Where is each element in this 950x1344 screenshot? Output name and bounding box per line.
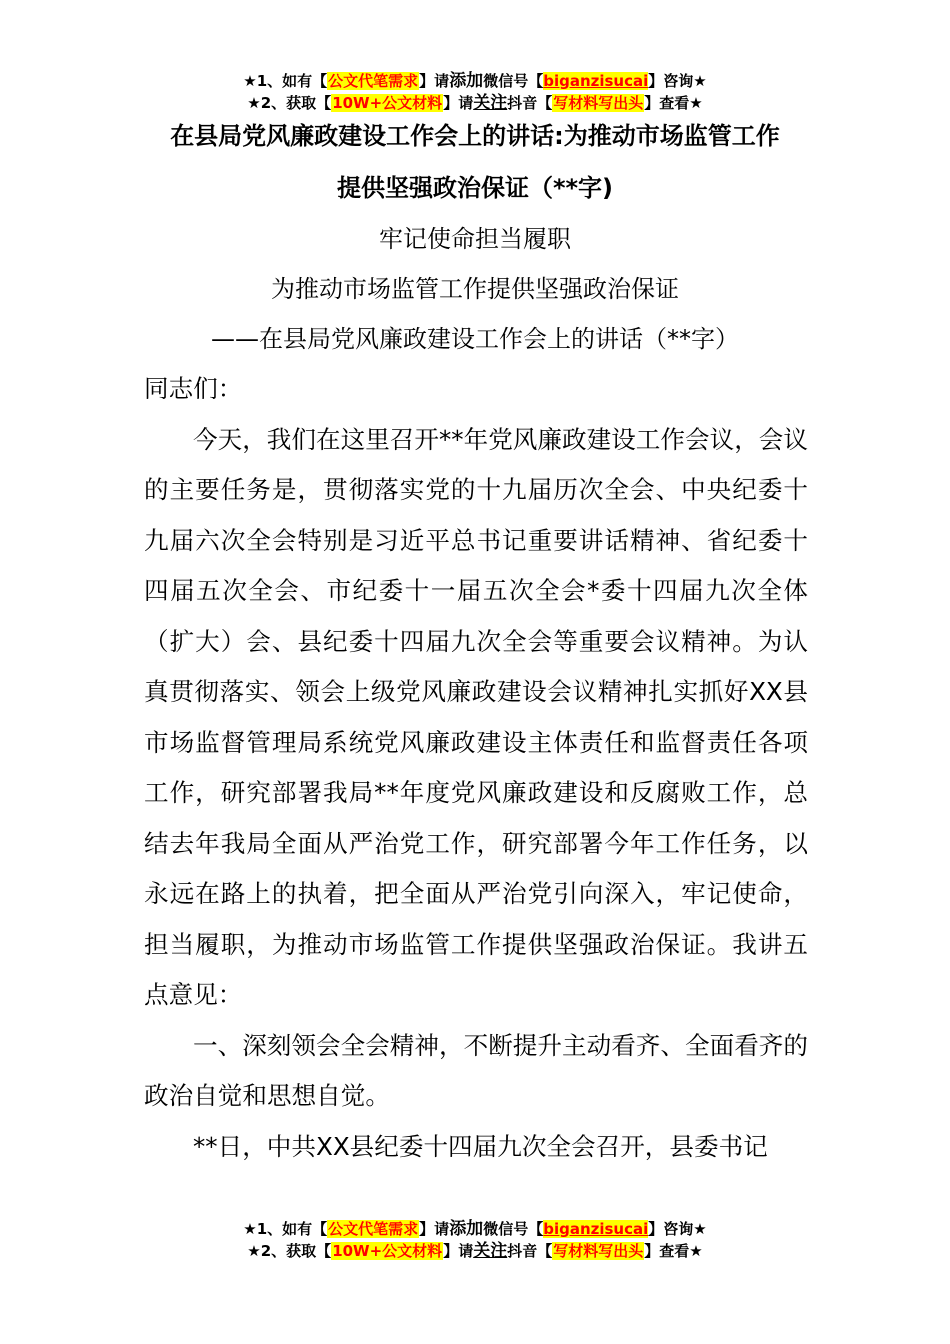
doc-subtitle-3: ——在县局党风廉政建设工作会上的讲话（**字） xyxy=(211,325,739,353)
banner-highlight: 10W+公文材料 xyxy=(332,94,443,112)
section-heading: 一、深刻领会全会精神，不断提升主动看齐、全面看齐的政治自觉和思想自觉。 xyxy=(144,1030,808,1110)
wechat-id: biganzisucai xyxy=(543,1220,649,1238)
banner-line-1: ★1、如有【公文代笔需求】请添加微信号【biganzisucai】咨询★ xyxy=(243,71,707,91)
doc-body xyxy=(144,364,808,1172)
salutation: 同志们： xyxy=(144,374,243,403)
banner-line-2: ★2、获取【10W+公文材料】请关注抖音【写材料写出头】查看★ xyxy=(247,1241,703,1261)
doc-title-line-2: 提供坚强政治保证（**字) xyxy=(336,174,614,202)
doc-subtitle-2: 为推动市场监管工作提供坚强政治保证 xyxy=(271,275,679,303)
banner-highlight: 10W+公文材料 xyxy=(332,1242,443,1260)
banner-highlight: 公文代笔需求 xyxy=(328,1220,419,1238)
wechat-id: biganzisucai xyxy=(543,72,649,90)
top-banner xyxy=(0,70,950,114)
doc-subtitle-1: 牢记使命担当履职 xyxy=(379,225,571,253)
banner-highlight: 写材料写出头 xyxy=(553,94,644,112)
banner-highlight: 公文代笔需求 xyxy=(328,72,419,90)
banner-highlight: 写材料写出头 xyxy=(553,1242,644,1260)
doc-title-line-1: 在县局党风廉政建设工作会上的讲话:为推动市场监管工作 xyxy=(170,122,780,150)
banner-line-1: ★1、如有【公文代笔需求】请添加微信号【biganzisucai】咨询★ xyxy=(243,1219,707,1239)
paragraph: 今天，我们在这里召开**年党风廉政建设工作会议，会议的主要任务是，贯彻落实党的十九届历次全会、中央纪委十九届六次全会特别是习近平总书记重要讲话精神、省纪委十四届五次全会、市纪委十一届五次全会*委十四届九次全体（扩大）会、县纪委十四届九次全会等重要会议精神。为认真贯彻落实、领会上级党风廉政建设会议精神扎实抓好XX县市场监督管理局系统党风廉政建设主体责任和监督责任各项工作，研究部署我局**年度党风廉政建设和反腐败工作，总结去年我局全面从严治党工作，研究部署今年工作任务，以永远在路上的执着，把全面从严治党引向深入，牢记使命，担当履职，为推动市场监管工作提供坚强政治保证。我讲五点意见： xyxy=(144,424,808,1009)
banner-line-2: ★2、获取【10W+公文材料】请关注抖音【写材料写出头】查看★ xyxy=(247,93,703,113)
bottom-banner xyxy=(0,1218,950,1262)
paragraph: **日，中共XX县纪委十四届九次全会召开，县委书记 xyxy=(193,1131,768,1161)
